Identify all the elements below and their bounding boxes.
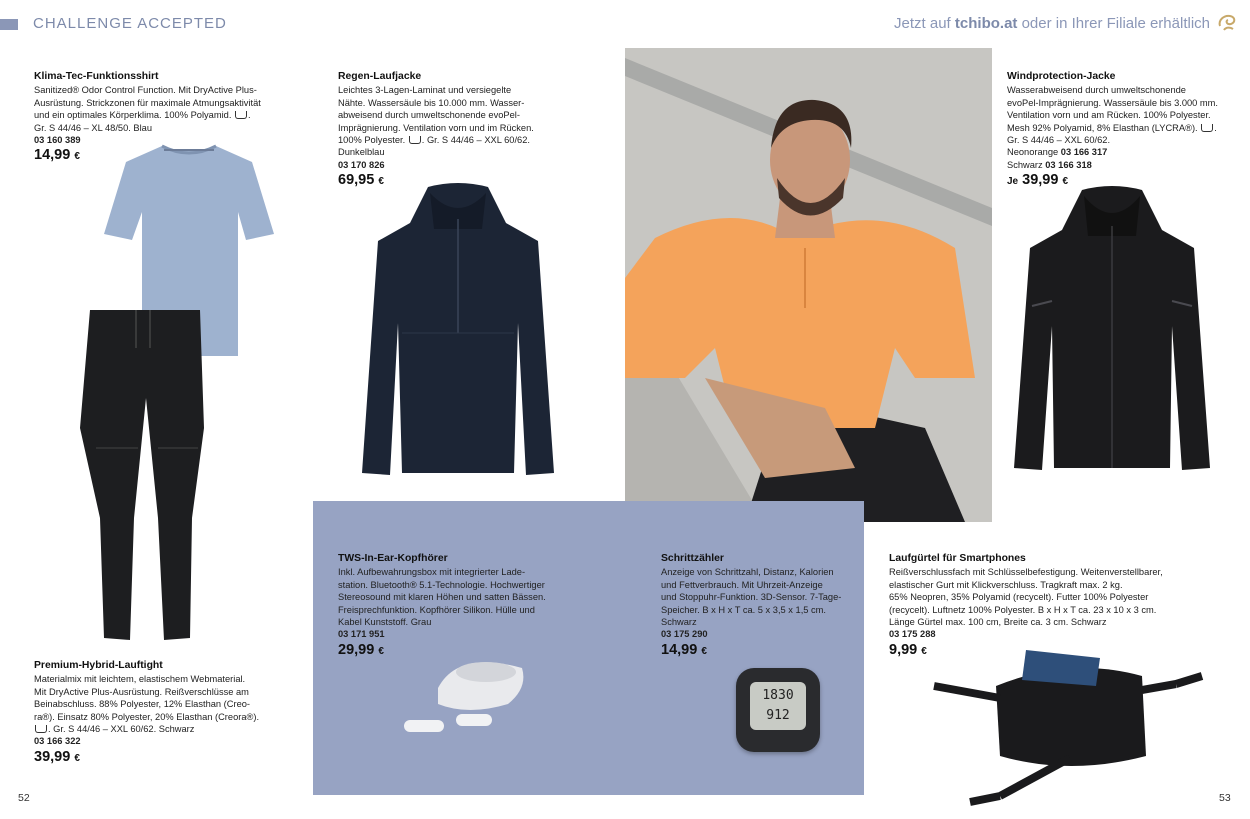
product-desc: Inkl. Aufbewahrungsbox mit integrierter Lade- xyxy=(338,567,526,578)
product-desc: Gr. S 44/46 – XL 48/50. Blau xyxy=(34,122,153,133)
color-name: Schwarz xyxy=(1007,159,1043,170)
product-title: TWS-In-Ear-Kopfhörer xyxy=(338,553,448,564)
price-value: 14,99 xyxy=(34,147,71,164)
price-value: 39,99 xyxy=(34,748,71,765)
rain-jacket-image xyxy=(358,183,558,481)
product-desc: abweisend durch umweltschonende evoPel- xyxy=(338,110,520,121)
section-title: CHALLENGE ACCEPTED xyxy=(33,15,227,32)
article-number: 03 166 317 xyxy=(1060,147,1108,158)
currency: € xyxy=(1062,176,1069,188)
product-desc xyxy=(338,134,568,146)
model-illustration xyxy=(625,48,992,522)
availability-note xyxy=(894,15,1210,32)
color-name: Neonorange xyxy=(1007,147,1059,158)
price xyxy=(34,748,294,765)
price-prefix: Je xyxy=(1007,176,1019,188)
shop-link[interactable]: tchibo.at xyxy=(954,15,1018,32)
product-desc: ra®). Einsatz 80% Polyester, 20% Elasthan (Creora®). xyxy=(34,711,260,722)
wash-symbol-icon xyxy=(235,111,247,119)
product-desc: elastischer Gurt mit Klickverschluss. Tragkraft max. 2 kg. xyxy=(889,579,1123,590)
desc-text: . Gr. S 44/46 – XXL 60/62. xyxy=(421,135,530,146)
article-number: 03 171 951 xyxy=(338,629,385,640)
desc-text: und ein optimales Körperklima. 100% Polyamid. xyxy=(34,110,232,121)
product-desc: Materialmix mit leichtem, elastischem Webmaterial. xyxy=(34,674,246,685)
product-pedometer xyxy=(661,553,861,658)
tchibo-logo-icon xyxy=(1216,12,1238,34)
product-desc: und Fettverbrauch. Mit Uhrzeit-Anzeige xyxy=(661,579,823,590)
product-earbuds xyxy=(338,553,578,658)
desc-text: Mesh 92% Polyamid, 8% Elasthan (LYCRA®). xyxy=(1007,122,1198,133)
pedometer-image xyxy=(736,668,820,752)
price-value: 9,99 xyxy=(889,641,918,658)
color-variant xyxy=(1007,146,1227,158)
currency: € xyxy=(701,645,707,657)
wash-symbol-icon xyxy=(1201,124,1213,132)
color-variant xyxy=(1007,159,1227,171)
desc-text: 100% Polyester. xyxy=(338,135,406,146)
product-title: Klima-Tec-Funktionsshirt xyxy=(34,71,159,82)
wind-jacket-image xyxy=(1012,186,1212,476)
price xyxy=(661,641,861,658)
currency: € xyxy=(74,752,80,764)
article-number: 03 175 288 xyxy=(889,629,936,640)
product-title: Schrittzähler xyxy=(661,553,724,564)
product-desc: Mit DryActive Plus-Ausrüstung. Reißverschlüsse am xyxy=(34,686,249,697)
currency: € xyxy=(378,645,384,657)
currency: € xyxy=(378,176,384,188)
display-value: 912 xyxy=(766,708,790,723)
product-desc: Mesh 92% Polyamid, 8% Elasthan (LYCRA®). . xyxy=(1007,122,1217,133)
product-desc: Schwarz xyxy=(661,617,697,628)
product-title: Windprotection-Jacke xyxy=(1007,71,1116,82)
wash-symbol-icon xyxy=(35,725,47,733)
page-number-right: 53 xyxy=(1219,792,1231,804)
currency: € xyxy=(74,151,80,163)
desc-text: . Gr. S 44/46 – XXL 60/62. Schwarz xyxy=(48,724,195,735)
product-title: Premium-Hybrid-Lauftight xyxy=(34,660,163,671)
product-desc: Sanitized® Odor Control Function. Mit DryActive Plus- xyxy=(34,85,257,96)
price-value: 14,99 xyxy=(661,641,698,658)
price-value: 69,95 xyxy=(338,172,375,189)
product-tights xyxy=(34,660,294,765)
product-desc: Freisprechfunktion. Kopfhörer Silikon. Hülle und xyxy=(338,604,535,615)
product-desc: station. Bluetooth® 5.1-Technologie. Hochwertiger xyxy=(338,579,545,590)
product-desc: Wasserabweisend durch umweltschonende xyxy=(1007,85,1186,96)
product-desc: 65% Neopren, 35% Polyamid (recycelt). Futter 100% Polyester xyxy=(889,592,1149,603)
price-value: 29,99 xyxy=(338,641,375,658)
product-desc xyxy=(34,723,294,735)
product-desc: Reißverschlussfach mit Schlüsselbefestigung. Weitenverstellbarer, xyxy=(889,567,1163,578)
header-accent-bar xyxy=(0,19,18,30)
product-desc: evoPel-Imprägnierung. Wassersäule bis 3.000 mm. xyxy=(1007,97,1218,108)
currency: € xyxy=(921,645,927,657)
product-desc: Kabel Kunststoff. Grau xyxy=(338,617,432,628)
product-desc: Anzeige von Schrittzahl, Distanz, Kalorien xyxy=(661,567,834,578)
running-belt-image xyxy=(930,646,1212,806)
product-desc: Ausrüstung. Strickzonen für maximale Atmungsaktivität xyxy=(34,97,261,108)
article-number: 03 160 389 xyxy=(34,135,81,146)
article-number: 03 166 318 xyxy=(1045,159,1092,170)
product-desc: Speicher. B x H x T ca. 5 x 3,5 x 1,5 cm. xyxy=(661,604,827,615)
availability-suffix: oder in Ihrer Filiale erhältlich xyxy=(1021,15,1210,32)
product-title: Regen-Laufjacke xyxy=(338,71,422,82)
product-desc: Beinabschluss. 88% Polyester, 12% Elasthan (Creo- xyxy=(34,699,251,710)
product-desc: Stereosound mit klaren Höhen und satten Bässen. xyxy=(338,592,546,603)
page-number-left: 52 xyxy=(18,792,30,804)
availability-prefix: Jetzt auf xyxy=(894,15,951,32)
display-steps: 1830 xyxy=(762,688,794,703)
product-desc: Dunkelblau xyxy=(338,147,385,158)
product-desc: Länge Gürtel max. 100 cm, Breite ca. 3 cm. Schwarz xyxy=(889,617,1107,628)
product-belt xyxy=(889,553,1189,658)
product-desc: und Stoppuhr-Funktion. 3D-Sensor. 7-Tage- xyxy=(661,592,842,603)
product-desc: Imprägnierung. Ventilation vorn und im Rücken. xyxy=(338,122,534,133)
product-desc: Ventilation vorn und am Rücken. 100% Polyester. xyxy=(1007,110,1211,121)
article-number: 03 166 322 xyxy=(34,736,81,747)
product-title: Laufgürtel für Smartphones xyxy=(889,553,1026,564)
article-number: 03 175 290 xyxy=(661,629,708,640)
model-photo xyxy=(625,48,992,522)
product-desc: Gr. S 44/46 – XXL 60/62. xyxy=(1007,135,1111,146)
product-desc: Leichtes 3-Lagen-Laminat und versiegelte xyxy=(338,85,512,96)
earbuds-image xyxy=(398,648,528,748)
article-number: 03 170 826 xyxy=(338,159,385,170)
product-wind-jacket xyxy=(1007,71,1227,189)
wash-symbol-icon xyxy=(409,136,421,144)
price-value: 39,99 xyxy=(1022,172,1059,189)
product-rain-jacket xyxy=(338,71,568,189)
product-desc: (recycelt). Luftnetz 100% Polyester. B x H x T ca. 23 x 10 x 3 cm. xyxy=(889,604,1157,615)
tights-image xyxy=(76,308,210,644)
product-desc: und ein optimales Körperklima. 100% Polyamid. . xyxy=(34,110,251,121)
pedometer-display xyxy=(750,682,806,730)
product-desc: Nähte. Wassersäule bis 10.000 mm. Wasser- xyxy=(338,97,525,108)
